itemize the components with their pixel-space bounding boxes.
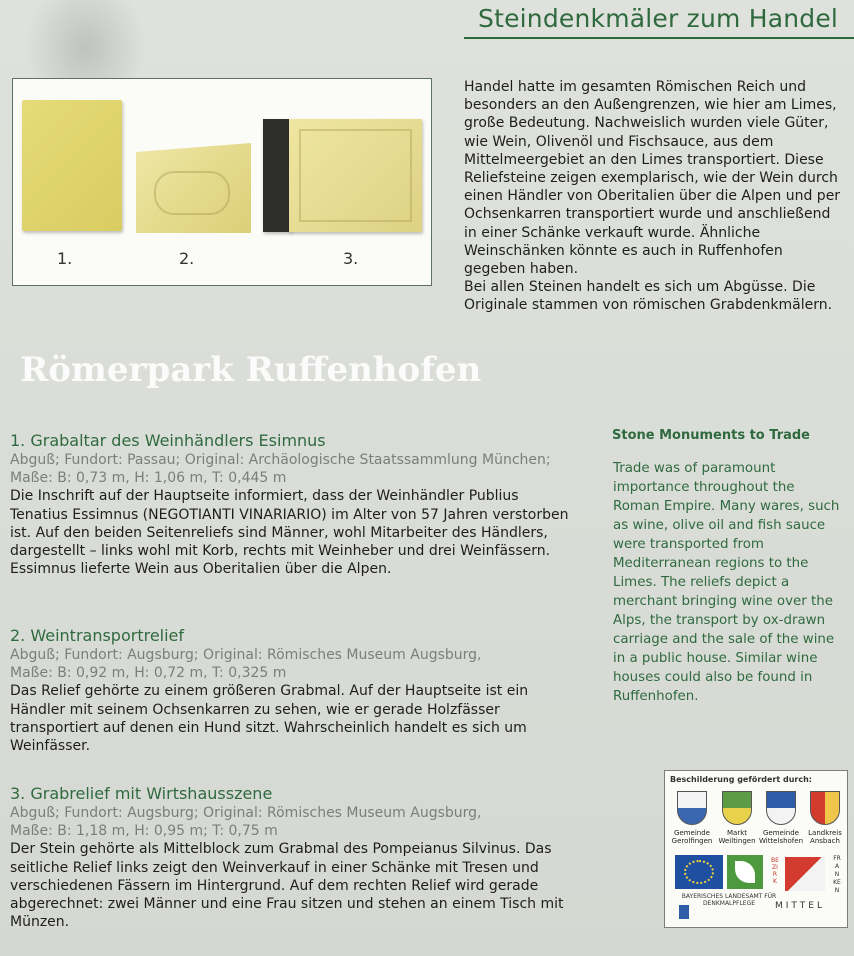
entry-1-meta-dimensions: Maße: B: 0,73 m, H: 1,06 m, T: 0,445 m — [10, 470, 287, 487]
entry-3-heading: 3. Grabrelief mit Wirtshausszene — [10, 784, 273, 803]
weiltingen-crest-icon — [722, 791, 752, 825]
stone-2-image — [136, 143, 251, 233]
crest-label-weiltingen: Markt Weiltingen — [718, 829, 756, 845]
sponsor-panel — [664, 770, 848, 928]
english-text: Trade was of paramount importance throughout the Roman Empire. Many wares, such as wine, olive oil and fish sauce were transported from Mediterranean regions to the Limes. The reliefs depict a merchant bringing wine over the Alps, the transport by ox-drawn carriage and the sale of the wine in a public house. Similar wine houses could also be found in Ruffenhofen. — [613, 461, 840, 704]
stone-3-side-image — [263, 119, 291, 232]
entry-2 — [10, 626, 580, 755]
bezirk-label: BEZIRK — [771, 857, 779, 885]
entry-2-meta-dimensions: Maße: B: 0,92 m, H: 0,72 m, T: 0,325 m — [10, 665, 287, 682]
franken-label: FRANKEN — [833, 855, 841, 894]
wittelshofen-crest-icon — [766, 791, 796, 825]
denkmalpflege-label: BAYERISCHES LANDESAMT FÜR DENKMALPFLEGE — [681, 893, 777, 907]
gerolfingen-crest-icon — [677, 791, 707, 825]
entry-3-text: Der Stein gehörte als Mittelblock zum Grabmal des Pompeianus Silvinus. Das seitliche Relief links zeigt den Weinverkauf in einer Schänke mit Tresen und verschiedenen Fässern im Hintergrund. Auf dem rechten Relief wird gerade abgerechnet: zwei Männer und eine Frau sitzen und stehen an einem Tisch mit Münzen. — [10, 841, 564, 931]
intro-paragraph-1: Handel hatte im gesamten Römischen Reich und besonders an den Außengrenzen, wie hier am Limes, große Bedeutung. Nachweislich wurden viele Güter, wie Wein, Olivenöl und Fischsauce, aus dem Mittelmeergebiet an den Limes transportiert. Diese Reliefsteine zeigen exemplarisch, wie der Wein durch einen Händler von Oberitalien über die Alpen und per Ochsenkarren transportiert wurde und anschließend in einer Schänke verkauft wurde. Ähnliche Weinschänken könnte es auch in Ruffenhofen gegeben haben. — [464, 79, 841, 278]
stone-2-relief — [154, 171, 230, 215]
entry-3-meta-dimensions: Maße: B: 1,18 m, H: 0,95 m; T: 0,75 m — [10, 823, 278, 840]
stone-3-inscription-frame — [299, 129, 412, 222]
entry-1-meta-source: Abguß; Fundort: Passau; Original: Archäologische Staatssammlung München; — [10, 452, 551, 468]
intro-text — [464, 78, 844, 315]
stone-3-image — [289, 119, 422, 232]
entry-1-text: Die Inschrift auf der Hauptseite informiert, dass der Weinhändler Publius Tenatius Essimnus (NEGOTIANTI VINARIARIO) im Alter von 57 Jahren verstorben ist. Auf den beiden Seitenreliefs sind Männer, wohl Mitarbeiter des Händlers, dargestellt – links wohl mit Korb, rechts mit Weinheber und drei Weinfässern. Essimnus lieferte Wein aus Oberitalien über die Alpen. — [10, 488, 569, 578]
entry-2-heading: 2. Weintransportrelief — [10, 626, 185, 645]
ansbach-crest-icon — [810, 791, 840, 825]
entry-3-meta-source: Abguß; Fundort: Augsburg; Original: Römisches Museum Augsburg, — [10, 805, 482, 821]
stone-label-3: 3. — [343, 249, 359, 268]
entry-1-heading: 1. Grabaltar des Weinhändlers Esimnus — [10, 431, 326, 450]
crest-label-ansbach: Landkreis Ansbach — [808, 829, 842, 845]
entry-2-meta-source: Abguß; Fundort: Augsburg; Original: Römisches Museum Augsburg, — [10, 647, 482, 663]
intro-paragraph-2: Bei allen Steinen handelt es sich um Abgüsse. Die Originale stammen von römischen Grabdenkmälern. — [464, 279, 833, 314]
crest-label-gerolfingen: Gemeinde Gerolfingen — [671, 829, 713, 845]
leaf-icon — [735, 861, 755, 883]
leader-logo-icon — [727, 855, 763, 889]
stone-label-1: 1. — [57, 249, 73, 268]
stone-label-2: 2. — [179, 249, 195, 268]
entry-3 — [10, 784, 580, 931]
stone-1-image — [22, 100, 122, 231]
english-title: Stone Monuments to Trade — [612, 428, 810, 443]
page-title: Steindenkmäler zum Handel — [478, 4, 839, 33]
eu-flag-icon — [675, 855, 723, 889]
crest-label-wittelshofen: Gemeinde Wittelshofen — [758, 829, 804, 845]
stone-photo-panel — [12, 78, 432, 286]
eu-stars-icon — [684, 860, 714, 884]
watermark: Römerpark Ruffenhofen — [20, 350, 482, 390]
mittelfranken-logo-icon — [785, 857, 825, 891]
sponsor-title: Beschilderung gefördert durch: — [670, 775, 812, 784]
title-underline — [464, 37, 854, 39]
mittel-label: MITTEL — [775, 901, 825, 911]
entry-1 — [10, 431, 580, 578]
denkmalpflege-logo-icon — [679, 905, 689, 919]
entry-2-text: Das Relief gehörte zu einem größeren Grabmal. Auf der Hauptseite ist ein Händler mit seinem Ochsenkarren zu sehen, wie er gerade Holzfässer transportiert auf denen ein Hund sitzt. Wahrscheinlich handelt es sich um Weinfässer. — [10, 683, 529, 755]
